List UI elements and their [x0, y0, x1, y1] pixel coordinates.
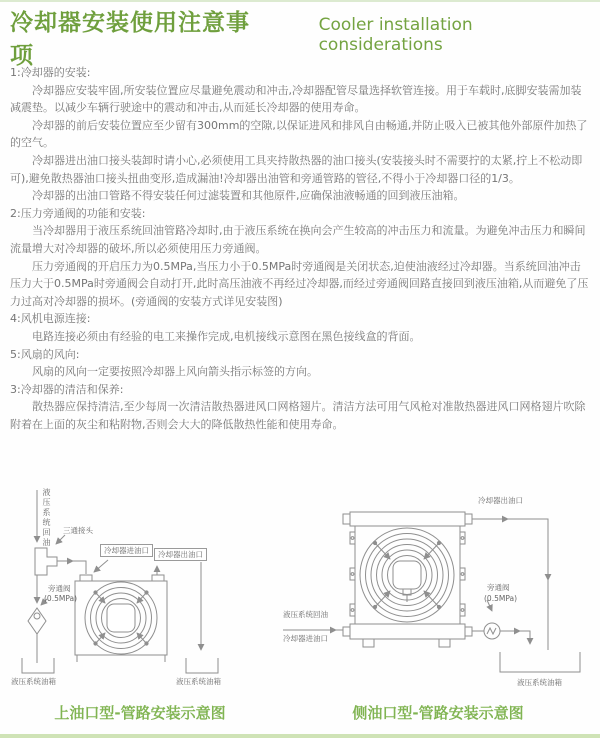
page-title-zh: 冷却器安装使用注意事项 [10, 10, 250, 69]
label-cooler-outlet: 冷却器出油口 [154, 548, 207, 561]
label-tank-right: 液压系统油箱 [176, 677, 221, 686]
label-cooler-outlet: 冷却器出油口 [478, 496, 523, 505]
body-text [10, 64, 590, 433]
section-heading: 5:风扇的风向: [10, 347, 80, 361]
section-heading: 4:风机电源连接: [10, 312, 91, 326]
page-header [10, 4, 590, 70]
section-paragraph: 压力旁通阀的开启压力为0.5MPa,当压力小于0.5MPa时旁通阀是关闭状态,迫使油液经过冷却器。当系统回油冲击压力大于0.5MPa时旁通阀会自动打开,此时高压油液不再经过冷却器,而经过旁通阀回路直接回到液压油箱,从而避免了压力过高对冷却器的损坏。(旁通阀的安装方式详见安装图) [10, 259, 589, 308]
section-paragraph: 电路连接必须由有经验的电工来操作完成,电机接线示意图在黑色接线盒的背面。 [32, 329, 421, 343]
side-port-diagram-drawing [280, 482, 596, 694]
section-paragraph: 冷却器应安装牢固,所安装位置应尽量避免震动和冲击,冷却器配管尽量选择软管连接。用于车载时,底脚安装需加装减震垫。以减少车辆行驶途中的震动和冲击,从而延长冷却器的使用寿命。 [10, 83, 582, 115]
section-paragraph: 当冷却器用于液压系统回油管路冷却时,由于液压系统在换向会产生较高的冲击压力和流量。为避免冲击压力和瞬间流量增大对冷却器的破坏,所以必须使用压力旁通阀。 [10, 224, 586, 255]
diagram-top-port-type [5, 482, 275, 723]
label-return-line: 液压系统回油 [283, 610, 328, 619]
section-heading: 1:冷却器的安装: [10, 66, 91, 79]
section-heading: 3:冷却器的清洁和保养: [10, 382, 124, 396]
top-port-diagram-drawing [5, 482, 275, 694]
label-tank: 液压系统油箱 [517, 678, 562, 687]
diagram-side-port-type [280, 482, 596, 723]
label-tank-left: 液压系统油箱 [11, 677, 56, 686]
section-paragraph: 散热器应保持清洁,至少每周一次清洁散热器进风口网格翅片。清洁方法可用气风枪对准散热器进风口网格翅片吹除附着在上面的灰尘和粘附物,否则会大大的降低散热性能和使用寿命。 [10, 400, 586, 431]
label-cooler-inlet: 冷却器进油口 [283, 634, 328, 643]
section-paragraph: 冷却器进出油口接头装卸时请小心,必须使用工具夹持散热器的油口接头(安装接头时不需要拧的太紧,拧上不松动即可),避免散热器油口接头扭曲变形,造成漏油!冷却器出油管和旁通管路的管径,不得小于冷却器口径的1/3。 [10, 153, 583, 185]
caption-top-port-type: 上油口型-管路安装示意图 [54, 704, 226, 722]
top-accent-bar [0, 0, 600, 2]
caption-side-port-type: 侧油口型-管路安装示意图 [352, 704, 524, 722]
bottom-accent-bar [0, 734, 600, 738]
label-tee-joint: 三通接头 [63, 526, 93, 535]
section-paragraph: 冷却器的出油口管路不得安装任何过滤装置和其他原件,应确保油液畅通的回到液压油箱。 [32, 189, 465, 203]
section-paragraph: 冷却器的前后安装位置应至少留有300mm的空隙,以保证进风和排风自由畅通,并防止吸入已被其他外部原件加热了的空气。 [10, 118, 588, 150]
label-return-line: 液压系统回油 [42, 488, 51, 548]
pipe-schematic-right [280, 482, 596, 694]
label-bypass-pressure: (0.5MPa) [44, 594, 78, 603]
section-paragraph: 风扇的风向一定要按照冷却器上风向箭头指示标签的方向。 [32, 365, 318, 379]
section-heading: 2:压力旁通阀的功能和安装: [10, 206, 146, 220]
label-bypass-valve: 旁通阀 [487, 583, 510, 592]
installation-diagrams [0, 482, 600, 732]
label-bypass-pressure: (0.5MPa) [484, 594, 518, 603]
label-bypass-valve: 旁通阀 [48, 584, 71, 593]
page-title-en: Cooler installation considerations [318, 15, 473, 55]
label-cooler-inlet: 冷却器进油口 [100, 544, 153, 557]
